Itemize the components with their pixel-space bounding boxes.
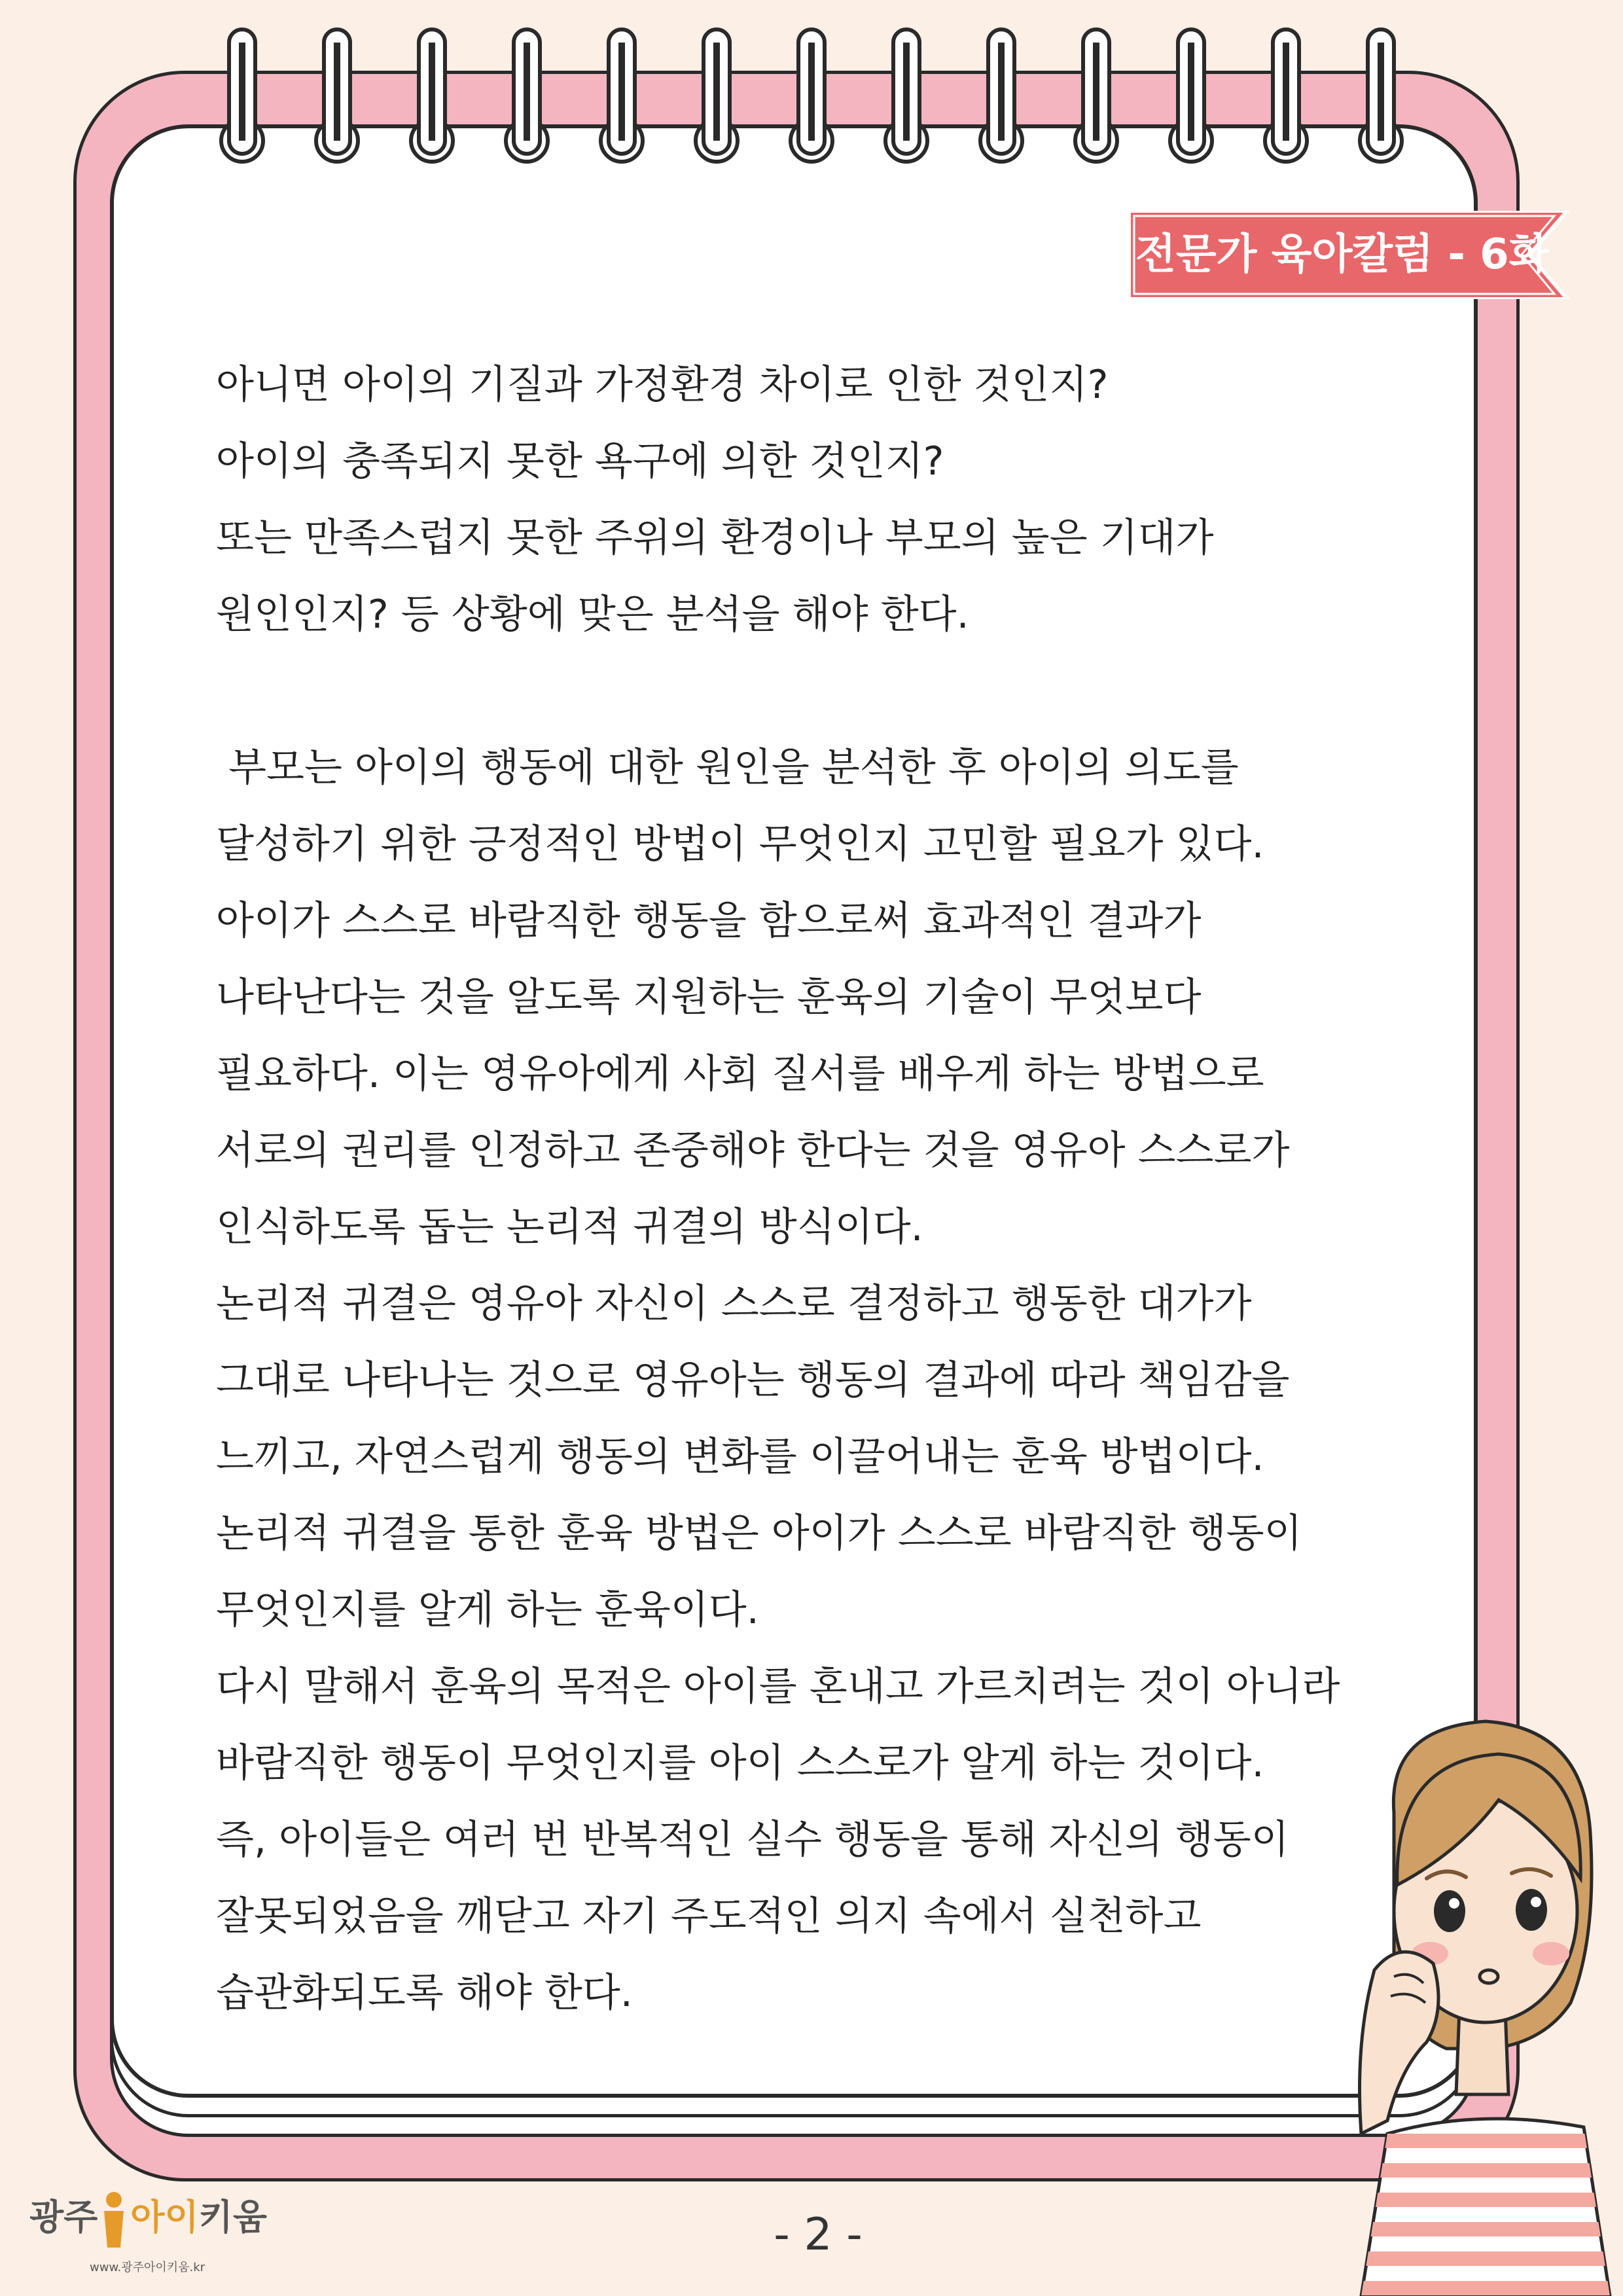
text-line: 원인인지? 등 상황에 맞은 분석을 해야 한다. xyxy=(216,592,969,637)
text-line: 습관화되도록 해야 한다. xyxy=(216,1970,633,2016)
text-line: 그대로 나타나는 것으로 영유아는 행동의 결과에 따라 책임감을 xyxy=(216,1357,1290,1403)
logo-text-right: 키움 xyxy=(198,2197,267,2238)
paragraph-gap xyxy=(216,653,1394,730)
article-body xyxy=(216,347,1394,2032)
text-line: 또는 만족스럽지 못한 주위의 환경이나 부모의 높은 기대가 xyxy=(216,515,1214,561)
text-line: 나타난다는 것을 알도록 지원하는 훈육의 기술이 무엇보다 xyxy=(216,975,1202,1020)
text-line: 서로의 권리를 인정하고 존중해야 한다는 것을 영유아 스스로가 xyxy=(216,1128,1290,1174)
text-line: 인식하도록 돕는 논리적 귀결의 방식이다. xyxy=(216,1204,923,1250)
text-line: 다시 말해서 훈육의 목적은 아이를 혼내고 가르치려는 것이 아니라 xyxy=(216,1664,1340,1710)
brand-logo xyxy=(29,2189,304,2281)
logo-wordmark xyxy=(29,2189,267,2249)
text-line: 아이의 충족되지 못한 욕구에 의한 것인지? xyxy=(216,439,944,484)
person-icon xyxy=(98,2190,130,2249)
text-line: 즉, 아이들은 여러 번 반복적인 실수 행동을 통해 자신의 행동이 xyxy=(216,1817,1289,1863)
badge-label: 전문가 육아칼럼 - 6화 xyxy=(1135,230,1550,279)
thinking-woman-icon xyxy=(1348,1702,1623,2296)
page-number: - 2 - xyxy=(774,2209,863,2261)
text-line: 부모는 아이의 행동에 대한 원인을 분석한 후 아이의 의도를 xyxy=(216,745,1239,791)
logo-text-middle: 아이 xyxy=(130,2197,199,2238)
spiral-rings-icon xyxy=(0,0,1623,196)
text-line: 논리적 귀결을 통한 훈육 방법은 아이가 스스로 바람직한 행동이 xyxy=(216,1511,1302,1556)
logo-text-left: 광주 xyxy=(29,2197,98,2238)
text-line: 느끼고, 자연스럽게 행동의 변화를 이끌어내는 훈육 방법이다. xyxy=(216,1434,1264,1480)
text-line: 바람직한 행동이 무엇인지를 아이 스스로가 알게 하는 것이다. xyxy=(216,1740,1264,1786)
text-line: 필요하다. 이는 영유아에게 사회 질서를 배우게 하는 방법으로 xyxy=(216,1051,1264,1097)
text-line: 논리적 귀결은 영유아 자신이 스스로 결정하고 행동한 대가가 xyxy=(216,1281,1252,1327)
logo-url: www.광주아이키움.kr xyxy=(90,2261,205,2274)
text-line: 무엇인지를 알게 하는 훈육이다. xyxy=(216,1587,759,1633)
text-line: 잘못되었음을 깨닫고 자기 주도적인 의지 속에서 실천하고 xyxy=(216,1893,1202,1939)
text-line: 아이가 스스로 바람직한 행동을 함으로써 효과적인 결과가 xyxy=(216,898,1202,944)
text-line: 아니면 아이의 기질과 가정환경 차이로 인한 것인지? xyxy=(216,362,1109,408)
text-line: 달성하기 위한 긍정적인 방법이 무엇인지 고민할 필요가 있다. xyxy=(216,821,1264,867)
